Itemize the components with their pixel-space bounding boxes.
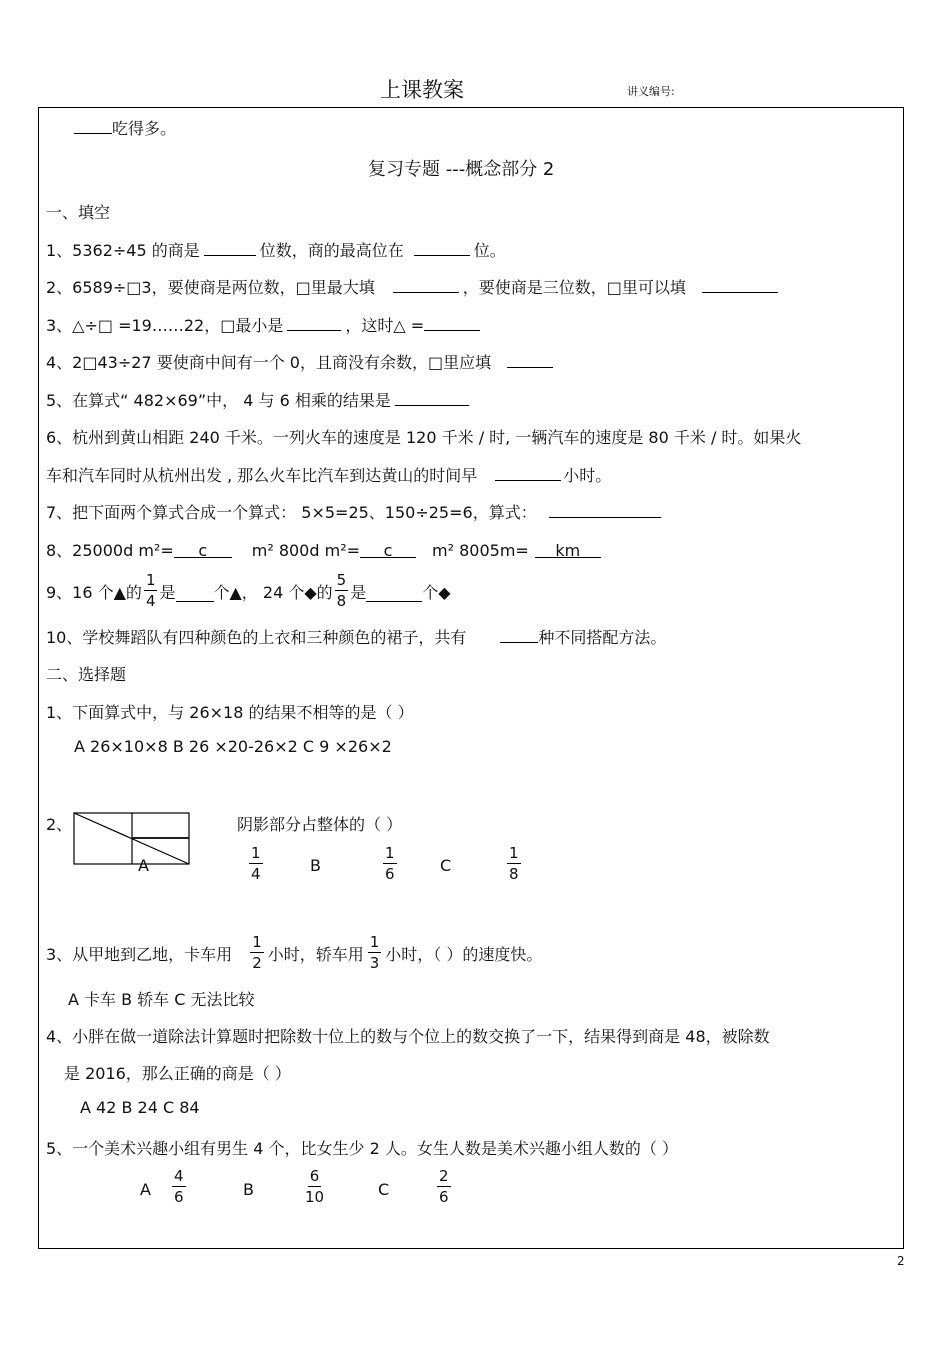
option-a-fraction: $\frac{4}{6}$: [174, 1167, 184, 1206]
question-1-8: 8、25000d m²= c m² 800d m²= c m² 8005m= km: [46, 538, 601, 561]
fraction: $\frac{1}{2}$: [252, 933, 262, 972]
option-b-label: B: [310, 856, 321, 875]
answer-blank[interactable]: [549, 501, 661, 518]
answer-blank[interactable]: [507, 351, 553, 368]
question-1-6-line2: 车和汽车同时从杭州出发 , 那么火车比汽车到达黄山的时间早 小时。: [46, 466, 612, 485]
answer-blank[interactable]: [176, 585, 214, 602]
question-1-9: 9、16 个▲的 $\frac{1}{4}$ 是 个▲， 24 个◆的 $\frac{5}{8}$ 是 个◆: [46, 571, 451, 610]
question-2-2-number: 2、: [46, 815, 73, 834]
question-2-4-line2: 是 2016，那么正确的商是（ ）: [64, 1064, 291, 1083]
question-1-5: 5、在算式“ 482×69”中， 4 与 6 相乘的结果是: [46, 388, 469, 411]
option-c-label: C: [378, 1180, 390, 1199]
handout-number-label: 讲义编号:: [627, 85, 675, 98]
question-1-2: 2、6589÷□3，要使商是两位数，□里最大填 ，要使商是三位数，□里可以填: [46, 275, 778, 298]
page-number: 2: [897, 1254, 905, 1268]
question-2-3-options: A 卡车 B 轿车 C 无法比较: [68, 990, 255, 1009]
top-line-text: 吃得多。: [112, 119, 177, 138]
answer-blank[interactable]: [414, 239, 470, 256]
question-1-6-line1: 6、杭州到黄山相距 240 千米。一列火车的速度是 120 千米 / 时, 一辆汽车的速度是 80 千米 / 时。如果火: [46, 428, 802, 447]
question-2-3: 3、从甲地到乙地，卡车用 $\frac{1}{2}$ 小时，轿车用 $\frac{1}{3}$ 小时，（ ）的速度快。: [46, 933, 543, 972]
answer-blank[interactable]: [287, 314, 341, 331]
question-2-2-stem: 阴影部分占整体的（ ）: [237, 815, 403, 834]
option-b-fraction: $\frac{6}{10}$: [305, 1167, 325, 1206]
shaded-rectangle-figure: [73, 812, 191, 866]
question-1-4: 4、2□43÷27 要使商中间有一个 0，且商没有余数，□里应填: [46, 350, 553, 373]
answer-blank[interactable]: [702, 276, 778, 293]
page-header-title: 上课教案: [380, 78, 464, 102]
answer-blank[interactable]: [395, 389, 469, 406]
fraction: $\frac{5}{8}$: [336, 571, 347, 610]
fraction: $\frac{1}{3}$: [369, 933, 380, 972]
question-1-7: 7、把下面两个算式合成一个算式： 5×5=25、150÷25=6，算式：: [46, 500, 661, 523]
question-1-1: 1、5362÷45 的商是 位数，商的最高位在 位。: [46, 241, 506, 260]
answer-blank[interactable]: [366, 585, 422, 602]
question-2-4-options: A 42 B 24 C 84: [80, 1098, 200, 1117]
option-b-label: B: [243, 1180, 254, 1199]
option-a-label: A: [140, 1180, 151, 1199]
part2-heading: 二、选择题: [46, 665, 127, 684]
top-line: [74, 116, 176, 139]
question-2-1-options: A 26×10×8 B 26 ×20-26×2 C 9 ×26×2: [74, 737, 392, 756]
section-title: 复习专题 ---概念部分 2: [368, 159, 555, 180]
question-2-5-stem: 5、一个美术兴趣小组有男生 4 个，比女生少 2 人。女生人数是美术兴趣小组人数的（ ）: [46, 1139, 678, 1158]
question-2-4-line1: 4、小胖在做一道除法计算题时把除数十位上的数与个位上的数交换了一下，结果得到商是 48，被除数: [46, 1027, 770, 1046]
option-b-fraction: $\frac{1}{6}$: [385, 844, 395, 883]
answer-blank[interactable]: [500, 626, 538, 643]
answer-blank[interactable]: [393, 276, 459, 293]
answer-blank[interactable]: c: [360, 541, 416, 558]
question-1-3: 3、△÷□ =19……22，□最小是 ，这时△ =: [46, 313, 480, 336]
answer-blank[interactable]: [495, 464, 561, 481]
option-a-fraction: $\frac{1}{4}$: [251, 844, 261, 883]
option-c-label: C: [440, 856, 452, 875]
answer-blank[interactable]: [204, 239, 256, 256]
fraction: $\frac{1}{4}$: [145, 571, 156, 610]
option-c-fraction: $\frac{1}{8}$: [509, 844, 519, 883]
question-1-10: 10、学校舞蹈队有四种颜色的上衣和三种颜色的裙子，共有 种不同搭配方法。: [46, 628, 667, 647]
answer-blank[interactable]: [424, 314, 480, 331]
answer-blank[interactable]: c: [174, 541, 232, 558]
answer-blank[interactable]: [74, 117, 112, 134]
option-c-fraction: $\frac{2}{6}$: [439, 1167, 449, 1206]
answer-blank[interactable]: km: [535, 541, 601, 558]
option-a-label: A: [138, 856, 149, 875]
question-2-1: 1、下面算式中，与 26×18 的结果不相等的是（ ）: [46, 703, 414, 722]
part1-heading: 一、填空: [46, 203, 111, 222]
